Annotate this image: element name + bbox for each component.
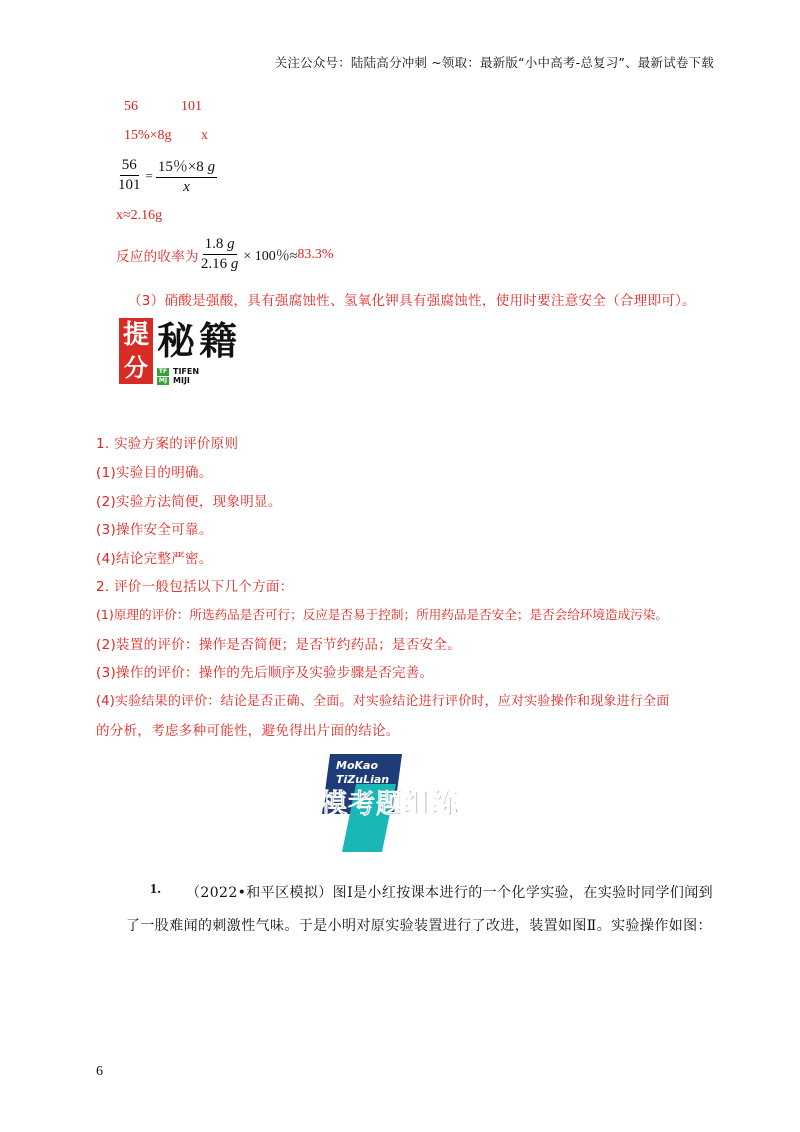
evaluation-item: (4)实验结果的评价：结论是否正确、全面。对实验结论进行评价时，应对实验操作和现象进行全面 — [96, 694, 670, 709]
principle-item: (3)操作安全可靠。 — [96, 522, 213, 538]
yield-prefix: 反应的收率为 — [116, 248, 199, 265]
logo-title: 模考题组练 — [320, 789, 460, 820]
principle-item: (4)结论完整严密。 — [96, 551, 213, 567]
evaluation-item: (2)装置的评价：操作是否简便；是否节约药品；是否安全。 — [96, 637, 462, 653]
principle-item: (1)实验目的明确。 — [96, 465, 213, 481]
evaluation-item: (1)原理的评价：所选药品是否可行；反应是否易于控制；所用药品是否安全；是否会给环境造成污染。 — [96, 607, 668, 622]
logo-tizulian: TiZuLian — [336, 773, 390, 786]
yield-times: × 100％≈ — [243, 248, 298, 264]
logo-char-ji: 籍 — [199, 318, 238, 363]
question-text-line1: （2022•和平区模拟）图Ⅰ是小红按课本进行的一个化学实验，在实验时同学们闻到 — [186, 885, 714, 901]
ratio-56: 56 — [124, 99, 138, 114]
fraction-left: $\frac{56}{101}$ — [118, 157, 141, 193]
principle-item: (2)实验方法简便，现象明显。 — [96, 494, 282, 510]
proportion-equation — [116, 155, 217, 196]
logo-text-tifen: TIFEN — [173, 367, 200, 376]
page-header: 关注公众号：陆陆高分冲刺 ~领取：最新版“小中高考-总复习”、最新试卷下载 — [274, 55, 714, 70]
mokao-tizulian-logo — [316, 754, 476, 854]
logo-text-miji: MIJI — [173, 376, 190, 385]
ratio-mass: 15%×8g — [124, 128, 172, 143]
principle-heading-2: 2. 评价一般包括以下几个方面： — [96, 579, 294, 595]
question-number: 1. — [150, 882, 162, 897]
logo-mokao: MoKao — [336, 759, 379, 772]
yield-line — [116, 236, 334, 273]
logo-badge-mj: MJ — [158, 377, 168, 384]
yield-value: 83.3% — [297, 246, 334, 262]
result-x: x≈2.16g — [116, 208, 163, 223]
logo-char-ti: 提 — [119, 318, 153, 352]
logo-char-fen: 分 — [119, 352, 153, 384]
safety-note: （3）硝酸是强酸，具有强腐蚀性、氢氧化钾具有强腐蚀性，使用时要注意安全（合理即可）。 — [128, 293, 696, 309]
tifen-miji-logo — [117, 318, 257, 386]
logo-char-mi: 秘 — [157, 318, 198, 363]
equals-sign: = — [145, 167, 153, 183]
fraction-right: $\frac{15\%\times 8 g}{x}$ — [156, 155, 217, 196]
ratio-101: 101 — [181, 99, 202, 114]
evaluation-item: (3)操作的评价：操作的先后顺序及实验步骤是否完善。 — [96, 665, 434, 681]
logo-badge-tf: TF — [158, 368, 168, 375]
principle-heading-1: 1. 实验方案的评价原则 — [96, 436, 239, 452]
evaluation-item-continued: 的分析，考虑多种可能性，避免得出片面的结论。 — [96, 723, 400, 739]
ratio-x: x — [201, 128, 208, 143]
page-number: 6 — [96, 1064, 103, 1079]
question-text-line2: 了一股难闻的刺激性气味。于是小明对原实验装置进行了改进，装置如图Ⅱ。实验操作如图： — [126, 918, 712, 934]
yield-fraction: $\frac{1.8 g}{2.16 g}$ — [200, 236, 239, 272]
